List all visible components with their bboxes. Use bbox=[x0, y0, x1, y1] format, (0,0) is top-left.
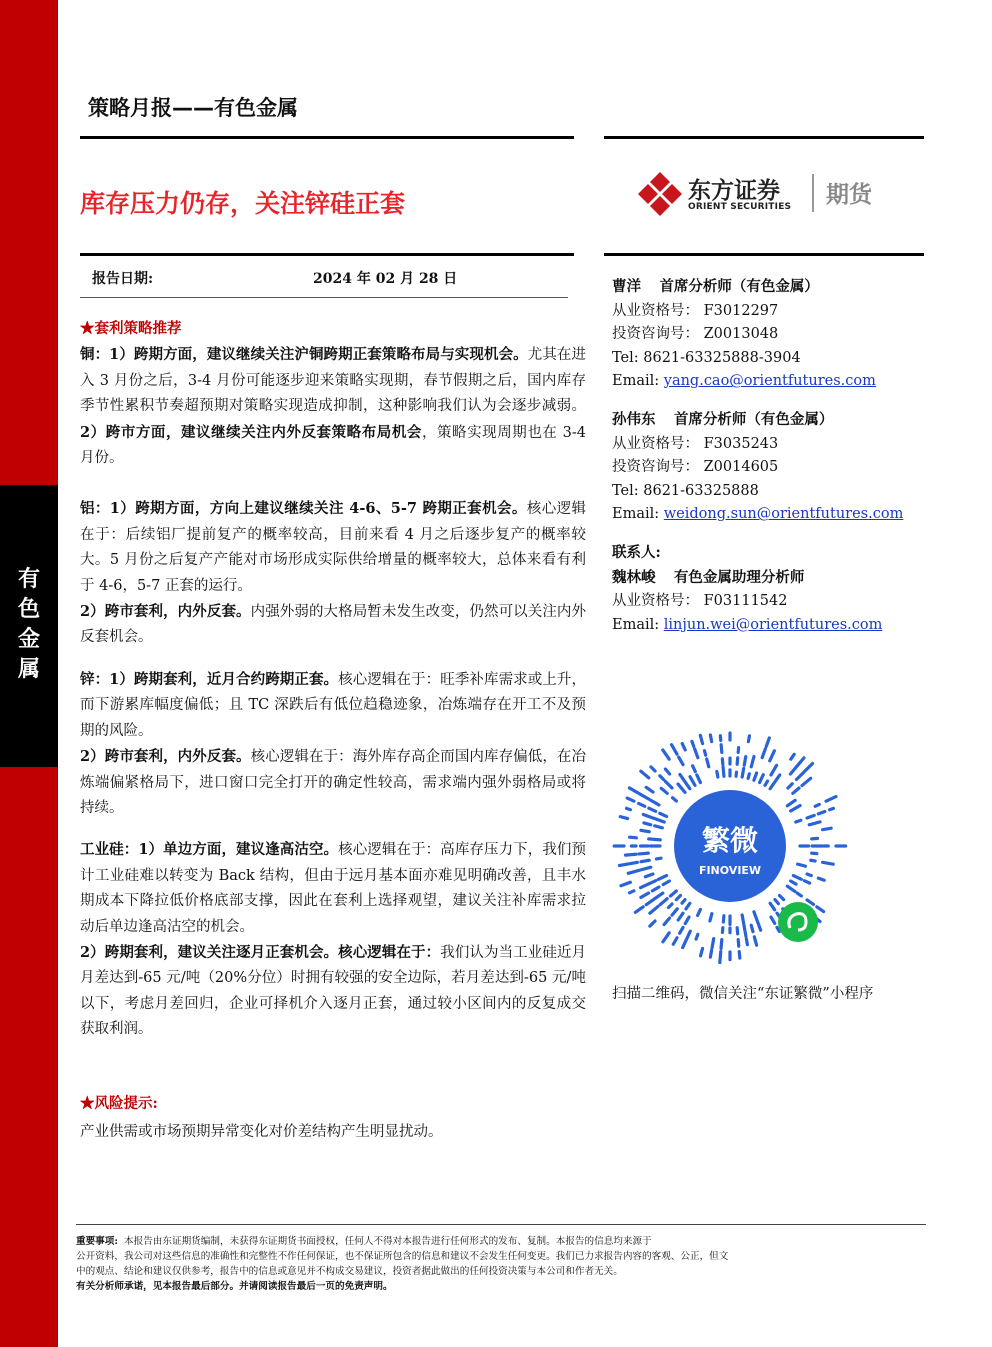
qr-ray bbox=[793, 788, 799, 793]
qr-ray bbox=[766, 738, 769, 746]
qr-ray bbox=[673, 798, 677, 801]
qr-ray bbox=[626, 862, 637, 864]
qr-ray bbox=[809, 822, 820, 825]
qr-ray bbox=[754, 937, 756, 945]
qr-ray bbox=[672, 909, 677, 915]
divider bbox=[80, 253, 574, 256]
qr-ray bbox=[797, 893, 801, 896]
qr-ray bbox=[765, 781, 768, 785]
qr-ray bbox=[649, 808, 656, 811]
zinc-paragraph-2: 2）跨市套利，内外反套。核心逻辑在于：海外库存高企而国内库存偏低，在冶炼端偏紧格局下，进口窗口完全打开的确定性较高，需求端内强外弱格局或将持续。 bbox=[80, 748, 587, 816]
qr-ray bbox=[682, 744, 685, 750]
mini-program-icon bbox=[778, 902, 818, 942]
qr-ray bbox=[701, 948, 703, 955]
qr-ray bbox=[665, 769, 669, 774]
qr-ray bbox=[696, 934, 698, 939]
qr-ray bbox=[660, 813, 667, 816]
qr-ray bbox=[787, 886, 795, 891]
contact-heading: 魏林峻 有色金属助理分析师 bbox=[612, 568, 805, 586]
strategy-heading bbox=[80, 316, 586, 342]
qr-ray bbox=[641, 893, 649, 897]
qr-ray bbox=[698, 909, 701, 915]
qr-ray bbox=[790, 765, 798, 774]
qr-ray bbox=[651, 800, 659, 805]
qr-ray bbox=[771, 765, 777, 775]
disclaimer-line: 公开资料，我公司对这些信息的准确性和完整性不作任何保证，也不保证所包含的信息和建议不会发生任何变更。我们已力求报告内容的客观、公正，但文 bbox=[76, 1251, 729, 1262]
qr-ray bbox=[737, 928, 738, 934]
qr-ray bbox=[663, 881, 669, 885]
analyst-email-row: Email: yang.cao@orientfutures.com bbox=[612, 373, 876, 390]
qr-ray bbox=[742, 915, 744, 926]
qr-ray bbox=[717, 771, 718, 777]
strategy-title: 套利策略推荐 bbox=[94, 320, 182, 337]
qr-ray bbox=[748, 774, 749, 779]
risk-section bbox=[80, 1090, 443, 1146]
qr-ray bbox=[683, 942, 686, 947]
qr-ray bbox=[676, 895, 680, 899]
qr-ray bbox=[692, 741, 694, 746]
analyst-consult-number: 投资咨询号： Z0013048 bbox=[612, 326, 779, 343]
analyst-email-row: Email: weidong.sun@orientfutures.com bbox=[612, 506, 904, 523]
qr-ray bbox=[787, 800, 795, 805]
qr-ray bbox=[720, 952, 721, 963]
qr-ray bbox=[685, 931, 690, 942]
qr-ray bbox=[628, 870, 639, 873]
qr-ray bbox=[770, 903, 775, 909]
qr-ray bbox=[815, 804, 819, 806]
qr-ray bbox=[663, 750, 669, 759]
qr-ray bbox=[751, 757, 754, 767]
qr-ray bbox=[748, 736, 749, 742]
sidebar-label-char: 色 bbox=[17, 597, 40, 622]
qr-ray bbox=[680, 927, 683, 933]
analyst-heading: 孙伟东 首席分析师（有色金属） bbox=[612, 410, 834, 428]
qr-ray bbox=[641, 830, 649, 831]
qr-ray bbox=[654, 893, 663, 899]
qr-ray bbox=[830, 808, 834, 809]
contact-qualification: 从业资格号： F03111542 bbox=[612, 593, 788, 610]
qr-ray bbox=[771, 917, 775, 923]
qr-ray bbox=[679, 757, 683, 764]
qr-ray bbox=[646, 881, 656, 886]
qr-ray bbox=[791, 806, 800, 811]
qr-ray bbox=[641, 771, 649, 778]
qr-ray bbox=[723, 916, 724, 922]
qr-ray bbox=[641, 860, 649, 861]
qr-ray bbox=[627, 798, 634, 801]
qr-ray bbox=[805, 763, 813, 771]
qr-ray bbox=[775, 900, 778, 904]
sidebar-label-char: 有 bbox=[17, 567, 40, 592]
qr-ray bbox=[661, 788, 667, 793]
qr-ray bbox=[658, 876, 666, 880]
analyst-consult-number: 投资咨询号： Z0014605 bbox=[612, 459, 779, 476]
qr-ray bbox=[639, 794, 648, 799]
disclaimer bbox=[76, 1234, 926, 1294]
qr-ray bbox=[652, 887, 659, 891]
logo-separator bbox=[812, 174, 814, 212]
qr-ray bbox=[620, 817, 627, 819]
qr-ray bbox=[712, 939, 714, 949]
qr-ray bbox=[641, 886, 645, 888]
email-link[interactable]: yang.cao@orientfutures.com bbox=[663, 373, 876, 390]
qr-ray bbox=[796, 772, 803, 779]
qr-ray bbox=[754, 773, 757, 780]
qr-ray bbox=[807, 900, 814, 905]
qr-ray bbox=[791, 754, 794, 759]
silicon-paragraph: 工业硅：1）单边方面，建议逢高沽空。核心逻辑在于：高库存压力下，我们预计工业硅难以转变为 Back 结构，但由于远月基本面亦难见明确改善，且丰水期成本下降拉低价格底部支撑，因此在套利上选择观望，建议关注补库需求拉动后单边逢高沽空的机会。 bbox=[80, 841, 587, 935]
qr-ray bbox=[723, 767, 724, 776]
qr-code[interactable] bbox=[612, 728, 848, 964]
qr-ray bbox=[744, 757, 746, 766]
qr-ray bbox=[700, 735, 702, 743]
qr-ray bbox=[686, 903, 690, 909]
qr-ray bbox=[680, 774, 683, 778]
aluminium-paragraph-2: 2）跨市套利，内外反套。内强外弱的大格局暂未发生改变，仍然可以关注内外反套机会。 bbox=[80, 603, 587, 646]
qr-ray bbox=[697, 775, 701, 783]
qr-ray bbox=[710, 914, 712, 921]
analyst-qualification: 从业资格号： F3012297 bbox=[612, 302, 779, 319]
qr-ray bbox=[646, 787, 653, 792]
logo-name-en: ORIENT SECURITIES bbox=[688, 202, 792, 212]
qr-ray bbox=[812, 838, 818, 839]
qr-ray bbox=[770, 751, 775, 761]
qr-ray bbox=[644, 823, 651, 825]
qr-ray bbox=[721, 940, 722, 949]
qr-ray bbox=[619, 864, 625, 865]
divider bbox=[80, 136, 574, 139]
qr-ray bbox=[788, 784, 792, 788]
qr-ray bbox=[649, 839, 661, 840]
qr-ray bbox=[758, 923, 761, 930]
qr-ray bbox=[678, 913, 683, 920]
qr-ray bbox=[650, 921, 655, 926]
qr-ray bbox=[817, 907, 824, 912]
aluminium-paragraph: 铝：1）跨期方面，方向上建议继续关注 4-6、5-7 跨期正套机会。核心逻辑在于：后续铝厂提前复产的概率较高，目前来看 4 月之后逐步复产的概率较大。5 月份之后复产产能对市场形成实际供给增量的概率较大，总体来看有利于 4-6，5-7 正套的运行。 bbox=[80, 500, 587, 594]
qr-code-icon bbox=[612, 728, 848, 964]
qr-ray bbox=[685, 917, 689, 924]
qr-ray bbox=[630, 837, 637, 838]
star-icon: ★ bbox=[80, 1095, 95, 1112]
qr-ray bbox=[660, 776, 664, 780]
qr-center-subtitle: FINOVIEW bbox=[698, 864, 762, 877]
qr-ray bbox=[791, 881, 796, 884]
qr-ray bbox=[641, 867, 651, 870]
qr-ray bbox=[823, 862, 834, 864]
qr-ray bbox=[629, 788, 638, 793]
qr-ray bbox=[639, 853, 648, 854]
silicon-paragraph-2: 2）跨期套利，建议关注逐月正套机会。核心逻辑在于：我们认为当工业硅近月月差达到-65 元/吨（20%分位）时拥有较强的安全边际，若月差达到-65 元/吨以下，考虑月差回归，企业可择机介入逐月正套，通过较小区间内的反复成交获取利润。 bbox=[80, 943, 587, 1038]
qr-ray bbox=[655, 826, 663, 828]
analyst-heading: 曹洋 首席分析师（有色金属） bbox=[612, 278, 819, 295]
qr-center-title: 繁微 bbox=[701, 824, 759, 857]
qr-ray bbox=[710, 735, 711, 742]
qr-ray bbox=[635, 907, 643, 912]
qr-ray bbox=[643, 814, 653, 818]
qr-ray bbox=[818, 811, 825, 813]
qr-ray bbox=[639, 803, 645, 806]
divider bbox=[604, 136, 924, 139]
qr-ray bbox=[742, 769, 744, 778]
qr-ray bbox=[683, 779, 690, 788]
contact-label: 联系人: bbox=[612, 543, 661, 561]
sidebar-section-label bbox=[0, 565, 58, 685]
divider bbox=[80, 297, 568, 298]
qr-ray bbox=[777, 775, 780, 779]
star-icon: ★ bbox=[80, 320, 95, 337]
company-logo bbox=[636, 170, 896, 218]
qr-ray bbox=[665, 781, 672, 788]
qr-ray bbox=[746, 939, 747, 945]
qr-ray bbox=[807, 815, 814, 818]
qr-ray bbox=[670, 891, 676, 896]
divider bbox=[76, 1224, 926, 1225]
qr-ray bbox=[621, 882, 630, 885]
qr-ray bbox=[630, 891, 634, 893]
qr-ray bbox=[738, 940, 739, 947]
qr-ray bbox=[737, 758, 738, 764]
qr-caption: 扫描二维码，微信关注“东证繁微”小程序 bbox=[612, 986, 874, 1002]
qr-ray bbox=[651, 767, 655, 771]
logo-name-cn: 东方证券 bbox=[688, 178, 780, 204]
qr-ray bbox=[770, 780, 776, 789]
qr-ray bbox=[673, 938, 677, 944]
qr-ray bbox=[707, 759, 709, 767]
qr-ray bbox=[721, 745, 722, 753]
sidebar-label-char: 金 bbox=[17, 627, 40, 652]
analyst-phone: Tel: 8621-63325888 bbox=[612, 482, 759, 499]
qr-ray bbox=[646, 900, 653, 905]
report-type: 策略月报——有色金属 bbox=[88, 96, 298, 120]
qr-ray bbox=[625, 854, 636, 855]
risk-text: 产业供需或市场预期异常变化对价差结构产生明显扰动。 bbox=[80, 1124, 443, 1140]
qr-ray bbox=[793, 876, 801, 880]
sidebar-label-char: 属 bbox=[17, 657, 40, 682]
qr-ray bbox=[798, 758, 804, 765]
qr-ray bbox=[663, 933, 669, 942]
qr-ray bbox=[656, 858, 661, 859]
logo-suffix: 期货 bbox=[826, 182, 872, 208]
qr-ray bbox=[807, 874, 811, 876]
qr-ray bbox=[796, 820, 801, 822]
risk-heading bbox=[80, 1090, 443, 1118]
qr-ray bbox=[811, 860, 815, 861]
qr-ray bbox=[826, 797, 836, 802]
page-title: 库存压力仍存，关注锌硅正套 bbox=[80, 189, 406, 218]
qr-ray bbox=[664, 918, 669, 925]
report-date-label: 报告日期: bbox=[92, 271, 154, 287]
qr-ray bbox=[710, 950, 711, 957]
qr-ray bbox=[693, 766, 696, 772]
qr-ray bbox=[739, 952, 740, 958]
email-link[interactable]: weidong.sun@orientfutures.com bbox=[663, 506, 904, 523]
qr-ray bbox=[818, 878, 824, 880]
zinc-paragraph: 锌：1）跨期套利，近月合约跨期正套。核心逻辑在于：旺季补库需求或上升，而下游累库幅度偏低；且 TC 深跌后有低位趋稳迹象，冶炼端存在开工不及预期的风险。 bbox=[80, 670, 587, 739]
qr-ray bbox=[823, 828, 832, 830]
analyst-qualification: 从业资格号： F3035243 bbox=[612, 435, 779, 452]
email-link[interactable]: linjun.wei@orientfutures.com bbox=[663, 616, 883, 633]
qr-ray bbox=[654, 818, 664, 822]
disclaimer-line: 重要事项: 本报告由东证期货编制，未获得东证期货书面授权，任何人不得对本报告进行任何形式的发布、复制。本报告的信息均来源于 bbox=[76, 1236, 652, 1247]
qr-ray bbox=[754, 912, 758, 923]
qr-ray bbox=[744, 927, 746, 937]
qr-ray bbox=[678, 784, 685, 792]
risk-title: 风险提示: bbox=[94, 1095, 158, 1112]
qr-ray bbox=[798, 864, 806, 866]
strategy-section bbox=[80, 316, 586, 1043]
qr-ray bbox=[804, 881, 809, 883]
qr-ray bbox=[695, 749, 698, 758]
contact-email-row: Email: linjun.wei@orientfutures.com bbox=[612, 616, 883, 633]
qr-ray bbox=[760, 775, 764, 783]
orient-logo-icon bbox=[636, 170, 684, 218]
qr-ray bbox=[704, 751, 705, 756]
report-date-value: 2024 年 02 月 28 日 bbox=[313, 271, 458, 287]
copper-paragraph: 铜：1）跨期方面，建议继续关注沪铜跨期正套策略布局与实现机会。尤其在进入 3 月份之后，3-4 月份可能逐步迎来策略实现期，春节假期之后，国内库存季节性累积节奏超预期对策略实现造成抑制，这种影响我们认为会逐步减弱。2）跨市方面，建议继续关注内外反套策略布局机会，策略实现周期也在 3-4 月份。 bbox=[80, 346, 587, 467]
qr-ray bbox=[627, 808, 631, 809]
analyst-panel bbox=[612, 275, 932, 637]
qr-ray bbox=[672, 745, 677, 754]
qr-ray bbox=[645, 874, 652, 877]
qr-ray bbox=[802, 778, 811, 785]
qr-ray bbox=[682, 900, 685, 904]
qr-ray bbox=[779, 895, 783, 899]
divider bbox=[604, 253, 924, 256]
qr-ray bbox=[762, 749, 765, 758]
disclaimer-line: 中的观点、结论和建议仅供参考，报告中的信息或意见并不构成交易建议，投资者据此做出的任何投资决策与本公司和作者无关。 bbox=[76, 1266, 623, 1277]
qr-ray bbox=[669, 904, 673, 908]
analyst-phone: Tel: 8621-63325888-3904 bbox=[612, 349, 801, 366]
qr-ray bbox=[751, 925, 753, 931]
qr-ray bbox=[650, 906, 658, 913]
qr-ray bbox=[690, 777, 695, 786]
disclaimer-line: 有关分析师承诺，见本报告最后部分。并请阅读报告最后一页的免责声明。 bbox=[76, 1281, 393, 1292]
qr-ray bbox=[660, 899, 667, 905]
